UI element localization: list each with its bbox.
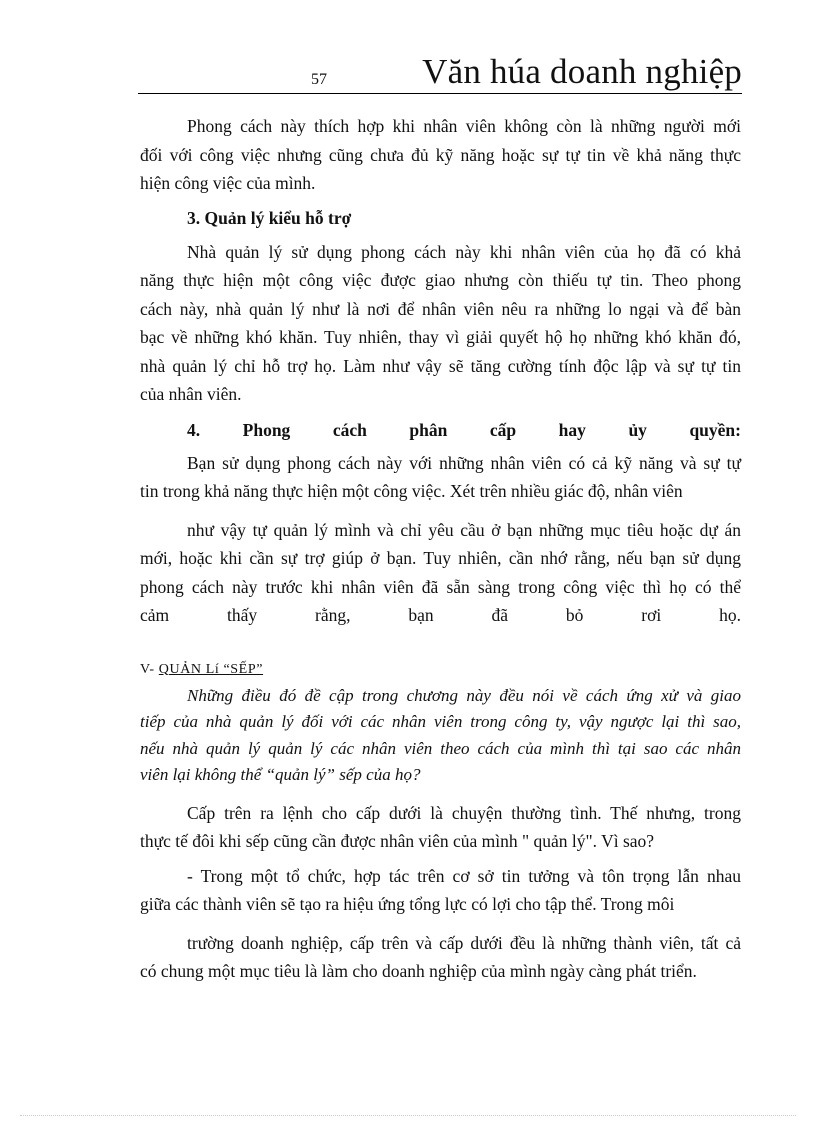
- text-line: nhà quản lý chỉ hỗ trợ họ. Làm như vậy sẽ tăng cường tính độc lập và sự tự tin: [140, 355, 741, 376]
- text-line: - Trong một tổ chức, hợp tác trên cơ sở tin tưởng và tôn trọng lẫn nhau: [187, 865, 741, 886]
- text-line: như vậy tự quản lý mình và chỉ yêu cầu ở bạn những mục tiêu hoặc dự án: [187, 519, 741, 540]
- text-line: Bạn sử dụng phong cách này với những nhân viên có cả kỹ năng và sự tự: [187, 452, 741, 473]
- heading-word: cấp: [489, 419, 517, 440]
- heading-word: quyền:: [689, 419, 741, 440]
- text-line: tin trong khả năng thực hiện một công việc. Xét trên nhiều giác độ, nhân viên: [140, 481, 683, 501]
- heading-word: ủy: [628, 419, 647, 440]
- text-line: viên lại không thể “quản lý” sếp của họ?: [140, 765, 421, 784]
- heading-word: Phong: [242, 419, 291, 440]
- heading-word: hay: [558, 419, 586, 440]
- italic-intro-paragraph: [140, 683, 741, 789]
- paragraph-7: [140, 929, 741, 986]
- paragraph-6: [140, 862, 741, 919]
- text-line: có chung một mục tiêu là làm cho doanh nghiệp của mình ngày càng phát triển.: [140, 961, 697, 981]
- text-line: trường doanh nghiệp, cấp trên và cấp dưới đều là những thành viên, tất cả: [187, 932, 741, 953]
- text-line: Những điều đó đề cập trong chương này đều nói về cách ứng xử và giao: [187, 685, 741, 705]
- text-line: cách này, nhà quản lý như là nơi để nhân viên nêu ra những lo ngại và để bàn: [140, 298, 741, 319]
- text-line: hiện công việc của mình.: [140, 173, 316, 193]
- text-line: năng thực hiện một công việc được giao nhưng còn thiếu tự tin. Theo phong: [140, 270, 741, 290]
- page-body: [140, 112, 741, 986]
- paragraph-1: [140, 112, 741, 198]
- text-line: phong cách này trước khi nhân viên đã sẵn sàng trong công việc thì họ có thể: [140, 576, 741, 597]
- text-line: của nhân viên.: [140, 384, 242, 404]
- paragraph-2: [140, 238, 741, 409]
- heading-word: cách: [332, 419, 367, 440]
- text-line: Phong cách này thích hợp khi nhân viên không còn là những người mới: [187, 116, 741, 136]
- text-line: bạc về những khó khăn. Tuy nhiên, thay vì giải quyết hộ họ những khó khăn đó,: [140, 327, 741, 347]
- heading-delegation: [140, 415, 741, 445]
- heading-word: phân: [409, 419, 448, 440]
- page-header: [138, 52, 742, 94]
- header-rule: [138, 93, 742, 94]
- running-title: Văn húa doanh nghiệp: [422, 52, 742, 91]
- text-line: cảm thấy rằng, bạn đã bỏ rơi họ.: [140, 605, 741, 625]
- heading-word: 4.: [187, 419, 201, 440]
- section-v-heading: [140, 657, 741, 683]
- text-line: Cấp trên ra lệnh cho cấp dưới là chuyện thường tình. Thế nhưng, trong: [187, 802, 741, 823]
- paragraph-4: [140, 516, 741, 630]
- heading-support-management: 3. Quản lý kiểu hỗ trợ: [187, 207, 352, 228]
- section-title: QUẢN Lí “SẾP”: [158, 661, 264, 677]
- section-prefix: V-: [140, 661, 159, 677]
- text-line: mới, hoặc khi cần sự trợ giúp ở bạn. Tuy nhiên, cần nhớ rằng, nếu bạn sử dụng: [140, 548, 741, 568]
- text-line: Nhà quản lý sử dụng phong cách này khi nhân viên của họ đã có khả: [187, 241, 741, 262]
- paragraph-3: [140, 449, 741, 506]
- paragraph-5: [140, 799, 741, 856]
- page-number: 57: [311, 71, 327, 88]
- text-line: tiếp của nhà quản lý đối với các nhân viên trong công ty, vậy ngược lại thì sao,: [140, 712, 741, 731]
- text-line: nếu nhà quản lý quản lý các nhân viên theo cách của mình thì tại sao các nhân: [140, 738, 741, 758]
- text-line: thực tế đôi khi sếp cũng cần được nhân viên của mình " quản lý". Vì sao?: [140, 831, 655, 851]
- page-bottom-border: [20, 1115, 796, 1116]
- text-line: đối với công việc nhưng cũng chưa đủ kỹ năng hoặc sự tự tin về khả năng thực: [140, 144, 741, 165]
- text-line: giữa các thành viên sẽ tạo ra hiệu ứng tổng lực có lợi cho tập thể. Trong môi: [140, 894, 675, 914]
